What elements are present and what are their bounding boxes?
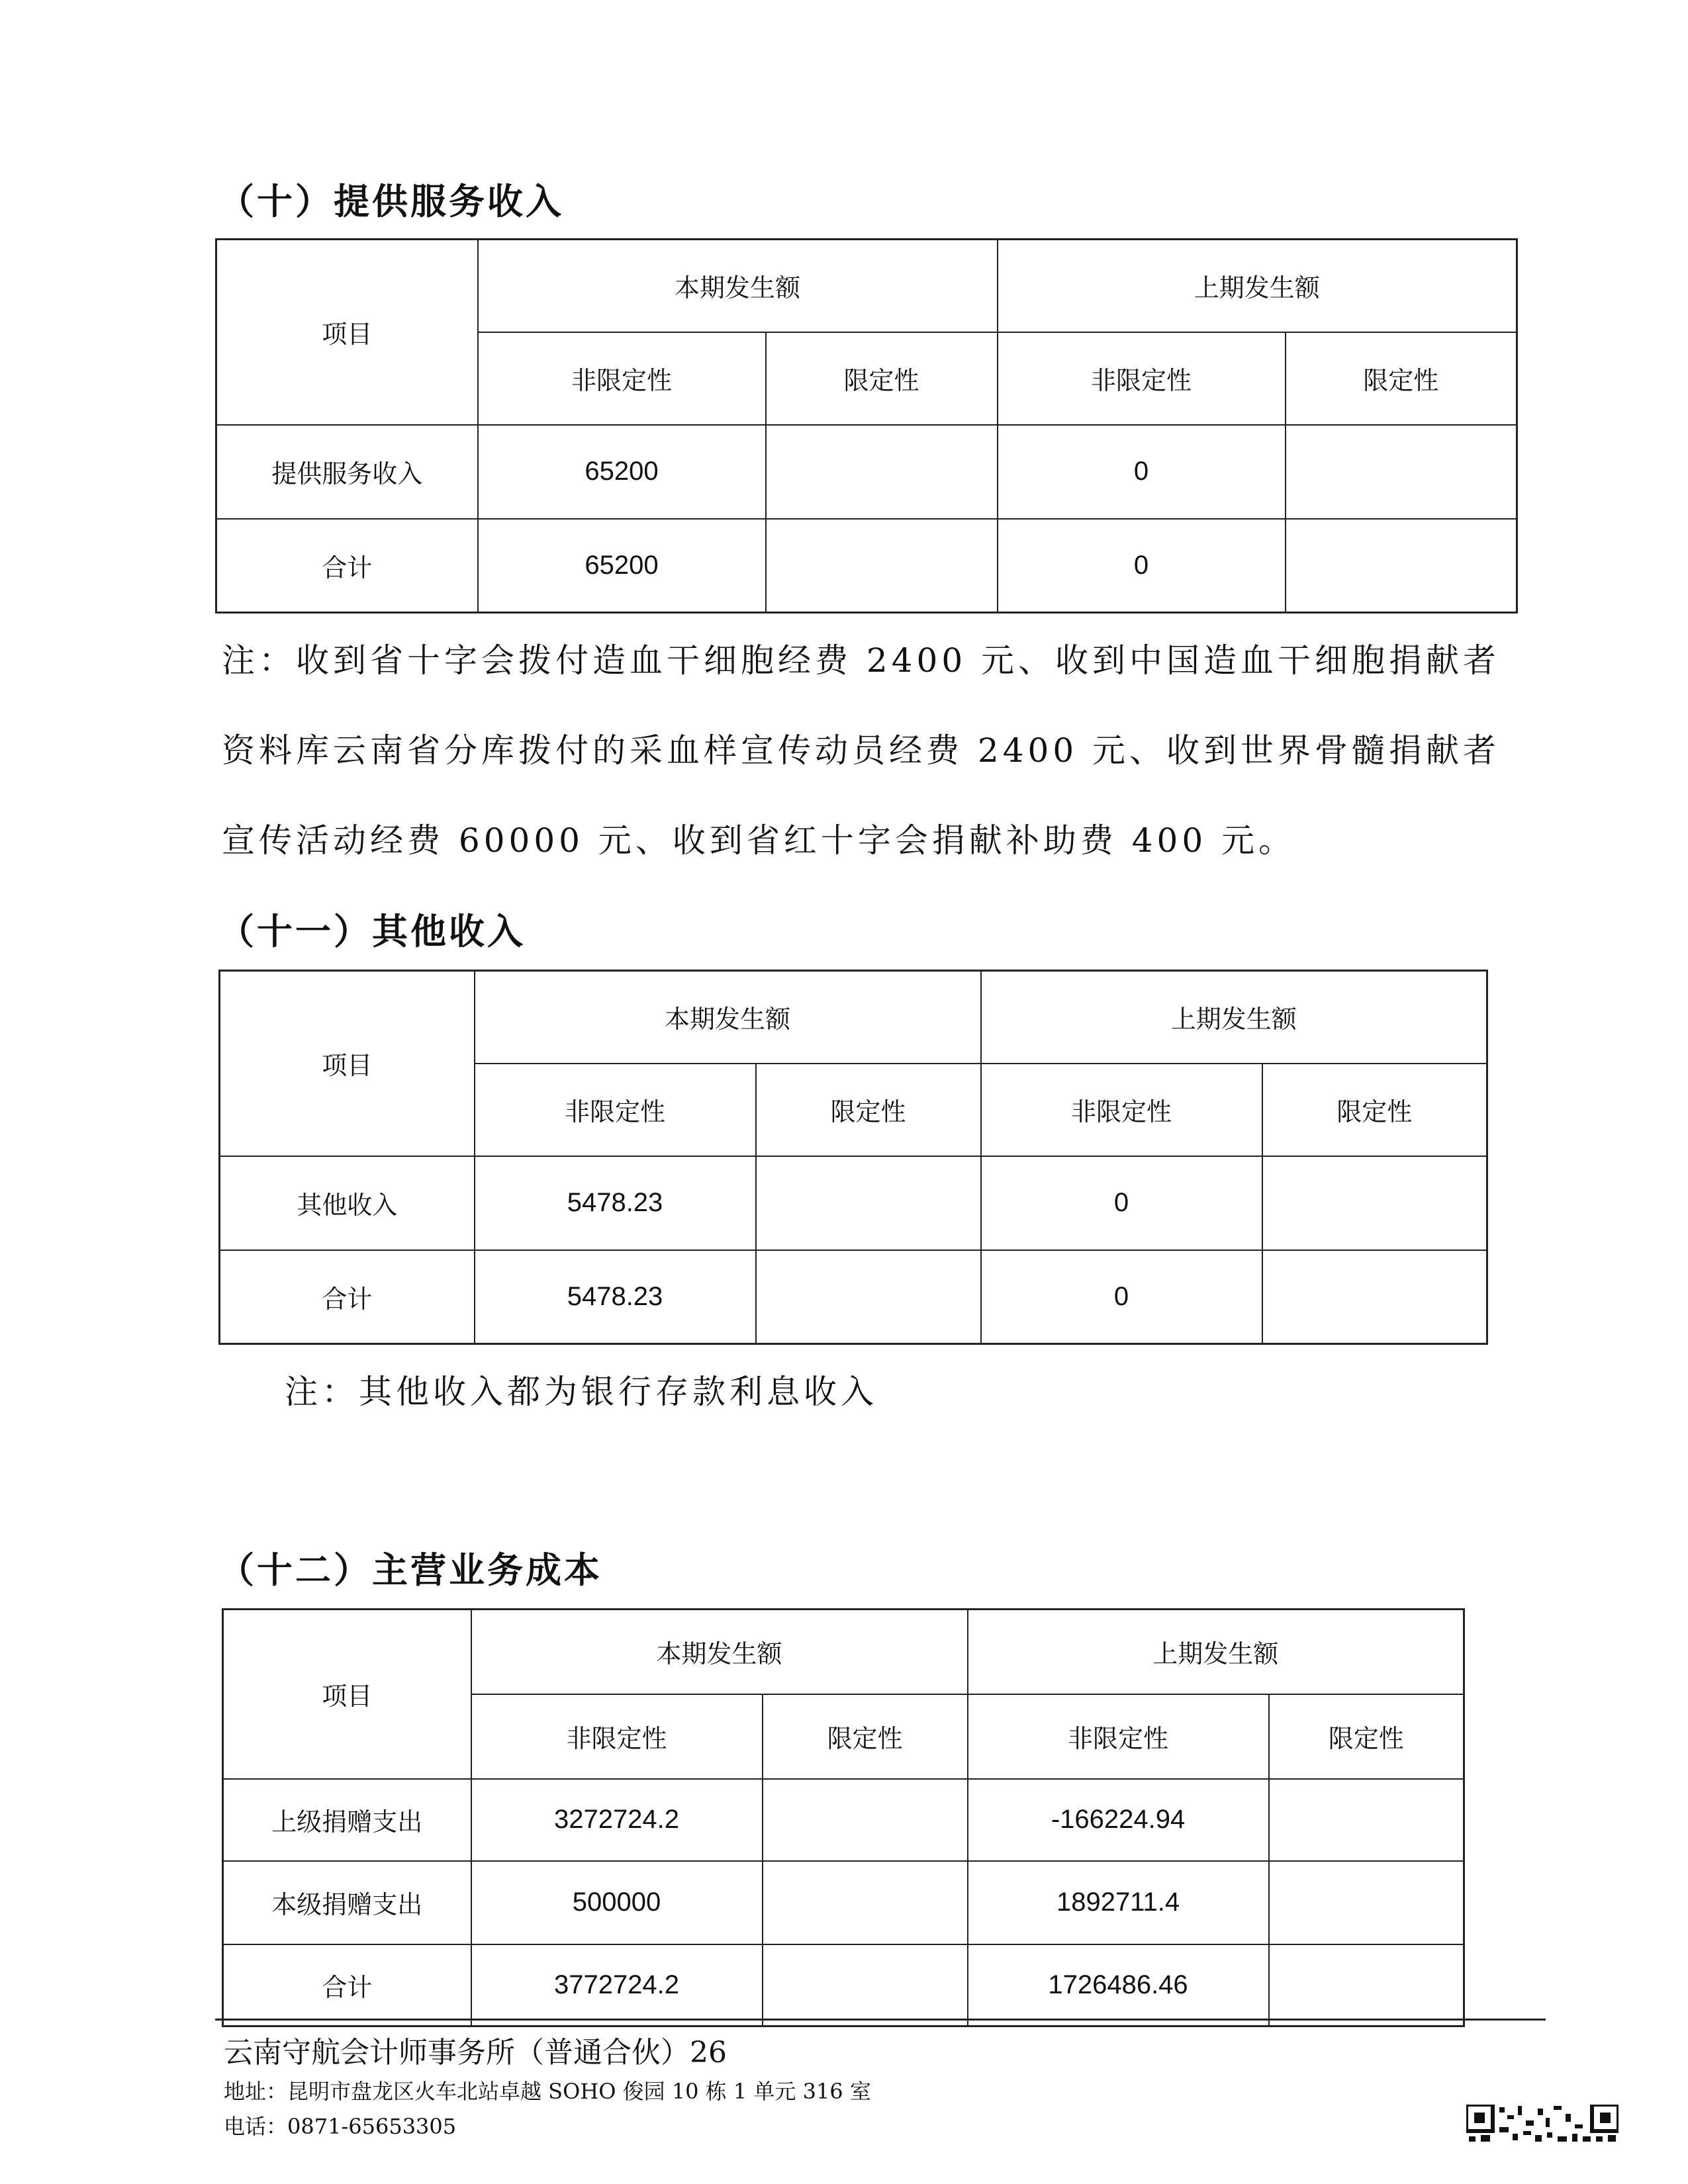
header-current: 本期发生额 <box>478 240 998 332</box>
section-11-title: （十一）其他收入 <box>218 911 526 952</box>
header-restricted: 限定性 <box>1269 1694 1464 1779</box>
header-project: 项目 <box>220 971 475 1156</box>
current-unrestricted: 5478.23 <box>475 1156 756 1250</box>
row-item: 合计 <box>220 1250 475 1344</box>
header-current: 本期发生额 <box>471 1610 968 1694</box>
previous-unrestricted: 0 <box>998 425 1286 519</box>
other-income-table <box>218 970 1488 1345</box>
previous-unrestricted: 0 <box>998 519 1286 613</box>
previous-restricted <box>1286 519 1517 613</box>
current-unrestricted: 3772724.2 <box>471 1944 763 2026</box>
footer-firm-name: 云南守航会计师事务所（普通合伙）26 <box>224 2036 727 2070</box>
current-restricted <box>763 1861 968 1944</box>
header-unrestricted: 非限定性 <box>998 332 1286 425</box>
row-item: 本级捐赠支出 <box>223 1861 471 1944</box>
header-current: 本期发生额 <box>475 971 981 1064</box>
row-item: 提供服务收入 <box>216 425 478 519</box>
table-row <box>223 1779 1464 1861</box>
previous-restricted <box>1286 425 1517 519</box>
previous-unrestricted: 1726486.46 <box>968 1944 1269 2026</box>
table-row-total <box>223 1944 1464 2026</box>
table-row <box>220 1156 1487 1250</box>
header-restricted: 限定性 <box>1286 332 1517 425</box>
current-restricted <box>756 1250 981 1344</box>
current-unrestricted: 5478.23 <box>475 1250 756 1344</box>
row-item: 其他收入 <box>220 1156 475 1250</box>
row-item: 合计 <box>223 1944 471 2026</box>
previous-restricted <box>1269 1861 1464 1944</box>
table-row-total <box>220 1250 1487 1344</box>
current-unrestricted: 65200 <box>478 519 766 613</box>
section-10-title: （十）提供服务收入 <box>218 181 564 222</box>
current-unrestricted: 65200 <box>478 425 766 519</box>
row-item: 上级捐赠支出 <box>223 1779 471 1861</box>
previous-restricted <box>1269 1779 1464 1861</box>
previous-restricted <box>1262 1250 1487 1344</box>
footer-divider <box>215 2019 1546 2021</box>
table-row <box>223 1861 1464 1944</box>
table-row <box>216 425 1517 519</box>
previous-restricted <box>1262 1156 1487 1250</box>
header-unrestricted: 非限定性 <box>981 1064 1262 1156</box>
footer-phone: 电话：0871-65653305 <box>224 2114 457 2139</box>
barcode-icon <box>1466 2105 1618 2143</box>
current-restricted <box>763 1779 968 1861</box>
current-restricted <box>756 1156 981 1250</box>
header-unrestricted: 非限定性 <box>475 1064 756 1156</box>
header-unrestricted: 非限定性 <box>471 1694 763 1779</box>
section-11-note: 注：其他收入都为银行存款利息收入 <box>285 1373 878 1411</box>
header-previous: 上期发生额 <box>981 971 1487 1064</box>
current-restricted <box>766 519 998 613</box>
header-unrestricted: 非限定性 <box>478 332 766 425</box>
header-previous: 上期发生额 <box>998 240 1517 332</box>
header-project: 项目 <box>223 1610 471 1779</box>
previous-unrestricted: -166224.94 <box>968 1779 1269 1861</box>
previous-unrestricted: 0 <box>981 1250 1262 1344</box>
current-unrestricted: 3272724.2 <box>471 1779 763 1861</box>
header-restricted: 限定性 <box>1262 1064 1487 1156</box>
current-unrestricted: 500000 <box>471 1861 763 1944</box>
header-unrestricted: 非限定性 <box>968 1694 1269 1779</box>
header-restricted: 限定性 <box>763 1694 968 1779</box>
previous-restricted <box>1269 1944 1464 2026</box>
table-row-total <box>216 519 1517 613</box>
header-restricted: 限定性 <box>756 1064 981 1156</box>
main-business-cost-table <box>222 1608 1465 2027</box>
header-project: 项目 <box>216 240 478 425</box>
previous-unrestricted: 1892711.4 <box>968 1861 1269 1944</box>
service-income-table <box>215 238 1518 614</box>
previous-unrestricted: 0 <box>981 1156 1262 1250</box>
row-item: 合计 <box>216 519 478 613</box>
header-restricted: 限定性 <box>766 332 998 425</box>
section-10-note: 注：收到省十字会拨付造血干细胞经费 2400 元、收到中国造血干细胞捐献者资料库云南省分库拨付的采血样宣传动员经费 2400 元、收到世界骨髓捐献者宣传活动经费 60000 元、收到省红十字会捐献补助费 400 元。 <box>222 641 1501 860</box>
header-previous: 上期发生额 <box>968 1610 1464 1694</box>
current-restricted <box>763 1944 968 2026</box>
footer-address: 地址：昆明市盘龙区火车北站卓越 SOHO 俊园 10 栋 1 单元 316 室 <box>224 2079 871 2104</box>
section-12-title: （十二）主营业务成本 <box>218 1549 602 1591</box>
current-restricted <box>766 425 998 519</box>
